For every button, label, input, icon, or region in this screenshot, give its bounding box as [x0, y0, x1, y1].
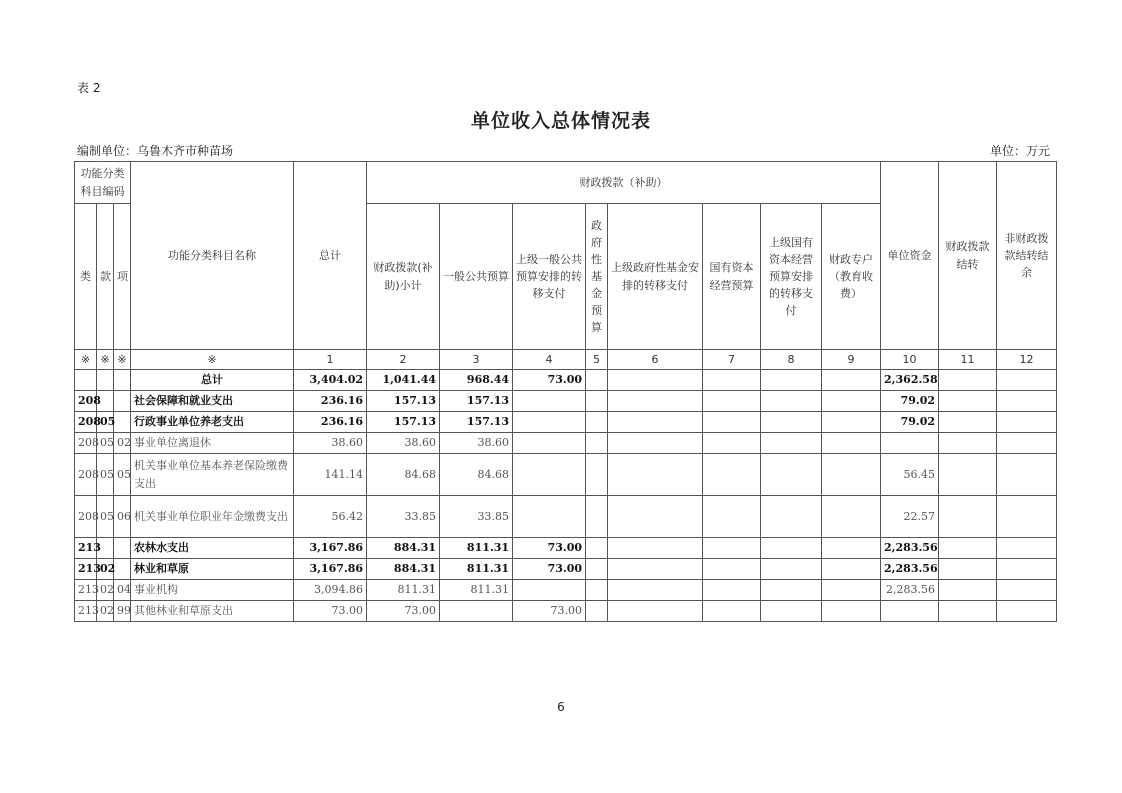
fiscal-subtotal-cell: 157.13 [367, 391, 440, 412]
xiang-cell [114, 391, 131, 412]
empty-cell [939, 433, 997, 454]
upper-state-capital-transfer-header: 上级国有资本经营预算安排的转移支付 [761, 204, 822, 350]
fiscal-subtotal-cell: 38.60 [367, 433, 440, 454]
kuan-cell: 05 [97, 496, 114, 538]
general-budget-cell: 84.68 [440, 454, 513, 496]
empty-cell [703, 538, 761, 559]
organization-line: 编制单位：乌鲁木齐市种苗场 [77, 144, 234, 158]
total-cell: 56.42 [294, 496, 367, 538]
empty-cell [939, 601, 997, 622]
kuan-cell: 05 [97, 433, 114, 454]
table-row [75, 412, 1057, 433]
xiang-header: 项 [114, 204, 131, 350]
name-cell: 其他林业和草原支出 [131, 601, 294, 622]
unit-line: 单位：万元 [989, 144, 1050, 158]
name-cell: 机关事业单位基本养老保险缴费支出 [131, 454, 294, 496]
empty-cell [761, 391, 822, 412]
table-row [75, 538, 1057, 559]
name-cell: 农林水支出 [131, 538, 294, 559]
empty-cell [939, 538, 997, 559]
xiang-cell: 04 [114, 580, 131, 601]
empty-cell [608, 496, 703, 538]
fiscal-subtotal-header: 财政拨款(补助)小计 [367, 204, 440, 350]
page-number: 6 [557, 700, 565, 714]
xiang-cell: 02 [114, 433, 131, 454]
empty-cell [997, 580, 1057, 601]
col-number: 3 [440, 350, 513, 370]
empty-cell [703, 391, 761, 412]
col-number: 1 [294, 350, 367, 370]
total-cell: 236.16 [294, 391, 367, 412]
general-budget-cell [440, 601, 513, 622]
unit-funds-cell: 56.45 [881, 454, 939, 496]
empty-cell [703, 559, 761, 580]
empty-cell [761, 559, 822, 580]
document-title: 单位收入总体情况表 [470, 110, 651, 132]
upper-general-transfer-cell [513, 580, 586, 601]
col-number: 12 [997, 350, 1057, 370]
col-number: 4 [513, 350, 586, 370]
empty-cell [822, 454, 881, 496]
empty-cell [608, 454, 703, 496]
empty-cell [608, 412, 703, 433]
empty-cell [822, 391, 881, 412]
fiscal-special-header: 财政专户（教育收费） [822, 204, 881, 350]
unit-funds-cell: 2,283.56 [881, 580, 939, 601]
kuan-cell: 02 [97, 559, 114, 580]
table-row [75, 454, 1057, 496]
empty-cell [703, 601, 761, 622]
name-cell: 机关事业单位职业年金缴费支出 [131, 496, 294, 538]
upper-general-transfer-cell [513, 454, 586, 496]
empty-cell [939, 454, 997, 496]
empty-cell [997, 412, 1057, 433]
col-number: 8 [761, 350, 822, 370]
empty-cell [822, 559, 881, 580]
lei-cell: 213 [75, 601, 97, 622]
lei-cell: 208 [75, 433, 97, 454]
empty-cell [608, 391, 703, 412]
general-budget-cell: 811.31 [440, 580, 513, 601]
col-number: 11 [939, 350, 997, 370]
empty-cell [939, 391, 997, 412]
total-cell: 3,167.86 [294, 559, 367, 580]
empty-cell [822, 433, 881, 454]
empty-cell [608, 580, 703, 601]
total-cell: 38.60 [294, 433, 367, 454]
unit-funds-cell: 79.02 [881, 391, 939, 412]
general-budget-header: 一般公共预算 [440, 204, 513, 350]
name-cell: 事业单位离退休 [131, 433, 294, 454]
total-cell: 3,167.86 [294, 538, 367, 559]
unit-funds-cell [881, 601, 939, 622]
unit-funds-cell: 79.02 [881, 412, 939, 433]
lei-cell: 208 [75, 454, 97, 496]
func-code-header: 功能分类科目编码 [75, 162, 131, 204]
lei-cell [75, 370, 97, 391]
empty-cell [997, 454, 1057, 496]
empty-cell [997, 559, 1057, 580]
general-budget-cell: 811.31 [440, 559, 513, 580]
xiang-cell: 99 [114, 601, 131, 622]
empty-cell [703, 433, 761, 454]
nonfiscal-carryover-header: 非财政拨款结转结余 [997, 162, 1057, 350]
total-cell: 73.00 [294, 601, 367, 622]
income-table [74, 161, 1057, 622]
empty-cell [608, 601, 703, 622]
xiang-cell: 06 [114, 496, 131, 538]
total-cell: 3,094.86 [294, 580, 367, 601]
empty-cell [997, 496, 1057, 538]
mark-cell: ※ [97, 350, 114, 370]
table-row [75, 559, 1057, 580]
table-label: 表 2 [77, 81, 101, 95]
empty-cell [608, 433, 703, 454]
total-header: 总计 [294, 162, 367, 350]
kuan-cell [97, 370, 114, 391]
empty-cell [703, 580, 761, 601]
upper-general-transfer-cell [513, 433, 586, 454]
fiscal-subtotal-cell: 884.31 [367, 538, 440, 559]
empty-cell [586, 538, 608, 559]
empty-cell [997, 433, 1057, 454]
general-budget-cell: 33.85 [440, 496, 513, 538]
table-row [75, 580, 1057, 601]
state-capital-budget-header: 国有资本经营预算 [703, 204, 761, 350]
upper-general-transfer-cell: 73.00 [513, 601, 586, 622]
general-budget-cell: 157.13 [440, 412, 513, 433]
empty-cell [608, 559, 703, 580]
empty-cell [997, 538, 1057, 559]
table-row [75, 433, 1057, 454]
col-number: 6 [608, 350, 703, 370]
fiscal-subtotal-cell: 1,041.44 [367, 370, 440, 391]
empty-cell [586, 496, 608, 538]
empty-cell [761, 538, 822, 559]
lei-cell: 213 [75, 559, 97, 580]
table-row [75, 391, 1057, 412]
empty-cell [586, 370, 608, 391]
empty-cell [761, 412, 822, 433]
xiang-cell [114, 370, 131, 391]
table-row [75, 496, 1057, 538]
xiang-cell [114, 559, 131, 580]
fiscal-group-header: 财政拨款（补助） [367, 162, 881, 204]
general-budget-cell: 968.44 [440, 370, 513, 391]
gov-fund-budget-header: 政府性基金预算 [586, 204, 608, 350]
table-row [75, 370, 1057, 391]
empty-cell [939, 496, 997, 538]
fiscal-subtotal-cell: 811.31 [367, 580, 440, 601]
empty-cell [997, 370, 1057, 391]
empty-cell [703, 370, 761, 391]
empty-cell [703, 454, 761, 496]
col-number: 9 [822, 350, 881, 370]
upper-general-transfer-cell [513, 412, 586, 433]
empty-cell [997, 391, 1057, 412]
empty-cell [586, 433, 608, 454]
empty-cell [822, 496, 881, 538]
upper-general-transfer-cell [513, 496, 586, 538]
col-number: 5 [586, 350, 608, 370]
mark-cell: ※ [75, 350, 97, 370]
upper-general-transfer-header: 上级一般公共预算安排的转移支付 [513, 204, 586, 350]
general-budget-cell: 811.31 [440, 538, 513, 559]
name-cell: 社会保障和就业支出 [131, 391, 294, 412]
upper-gov-fund-transfer-header: 上级政府性基金安排的转移支付 [608, 204, 703, 350]
empty-cell [939, 370, 997, 391]
total-cell: 141.14 [294, 454, 367, 496]
unit-funds-cell [881, 433, 939, 454]
kuan-header: 款 [97, 204, 114, 350]
kuan-cell: 05 [97, 454, 114, 496]
general-budget-cell: 157.13 [440, 391, 513, 412]
empty-cell [997, 601, 1057, 622]
empty-cell [703, 412, 761, 433]
unit-funds-cell: 2,283.56 [881, 559, 939, 580]
unit-funds-header: 单位资金 [881, 162, 939, 350]
upper-general-transfer-cell [513, 391, 586, 412]
general-budget-cell: 38.60 [440, 433, 513, 454]
unit-funds-cell: 2,362.58 [881, 370, 939, 391]
empty-cell [586, 601, 608, 622]
upper-general-transfer-cell: 73.00 [513, 370, 586, 391]
table-row [75, 601, 1057, 622]
lei-cell: 208 [75, 496, 97, 538]
name-cell: 林业和草原 [131, 559, 294, 580]
col-number: 10 [881, 350, 939, 370]
lei-cell: 208 [75, 391, 97, 412]
empty-cell [586, 391, 608, 412]
lei-cell: 208 [75, 412, 97, 433]
kuan-cell: 02 [97, 601, 114, 622]
fiscal-subtotal-cell: 73.00 [367, 601, 440, 622]
empty-cell [761, 601, 822, 622]
fiscal-subtotal-cell: 157.13 [367, 412, 440, 433]
empty-cell [822, 370, 881, 391]
empty-cell [822, 538, 881, 559]
empty-cell [822, 601, 881, 622]
empty-cell [608, 538, 703, 559]
empty-cell [761, 496, 822, 538]
empty-cell [608, 370, 703, 391]
empty-cell [761, 370, 822, 391]
total-cell: 3,404.02 [294, 370, 367, 391]
empty-cell [586, 412, 608, 433]
xiang-cell [114, 412, 131, 433]
empty-cell [703, 496, 761, 538]
empty-cell [586, 559, 608, 580]
empty-cell [761, 454, 822, 496]
fiscal-carryover-header: 财政拨款结转 [939, 162, 997, 350]
col-number: 7 [703, 350, 761, 370]
mark-cell: ※ [114, 350, 131, 370]
name-cell: 总计 [131, 370, 294, 391]
col-number: 2 [367, 350, 440, 370]
unit-funds-cell: 2,283.56 [881, 538, 939, 559]
mark-cell: ※ [131, 350, 294, 370]
fiscal-subtotal-cell: 84.68 [367, 454, 440, 496]
empty-cell [939, 412, 997, 433]
upper-general-transfer-cell: 73.00 [513, 538, 586, 559]
empty-cell [586, 454, 608, 496]
empty-cell [761, 580, 822, 601]
lei-header: 类 [75, 204, 97, 350]
lei-cell: 213 [75, 580, 97, 601]
empty-cell [586, 580, 608, 601]
name-cell: 行政事业单位养老支出 [131, 412, 294, 433]
kuan-cell: 02 [97, 580, 114, 601]
func-name-header: 功能分类科目名称 [131, 162, 294, 350]
empty-cell [939, 559, 997, 580]
upper-general-transfer-cell: 73.00 [513, 559, 586, 580]
empty-cell [939, 580, 997, 601]
empty-cell [822, 412, 881, 433]
unit-funds-cell: 22.57 [881, 496, 939, 538]
total-cell: 236.16 [294, 412, 367, 433]
empty-cell [761, 433, 822, 454]
name-cell: 事业机构 [131, 580, 294, 601]
lei-cell: 213 [75, 538, 97, 559]
xiang-cell: 05 [114, 454, 131, 496]
kuan-cell: 05 [97, 412, 114, 433]
empty-cell [822, 580, 881, 601]
fiscal-subtotal-cell: 884.31 [367, 559, 440, 580]
fiscal-subtotal-cell: 33.85 [367, 496, 440, 538]
xiang-cell [114, 538, 131, 559]
